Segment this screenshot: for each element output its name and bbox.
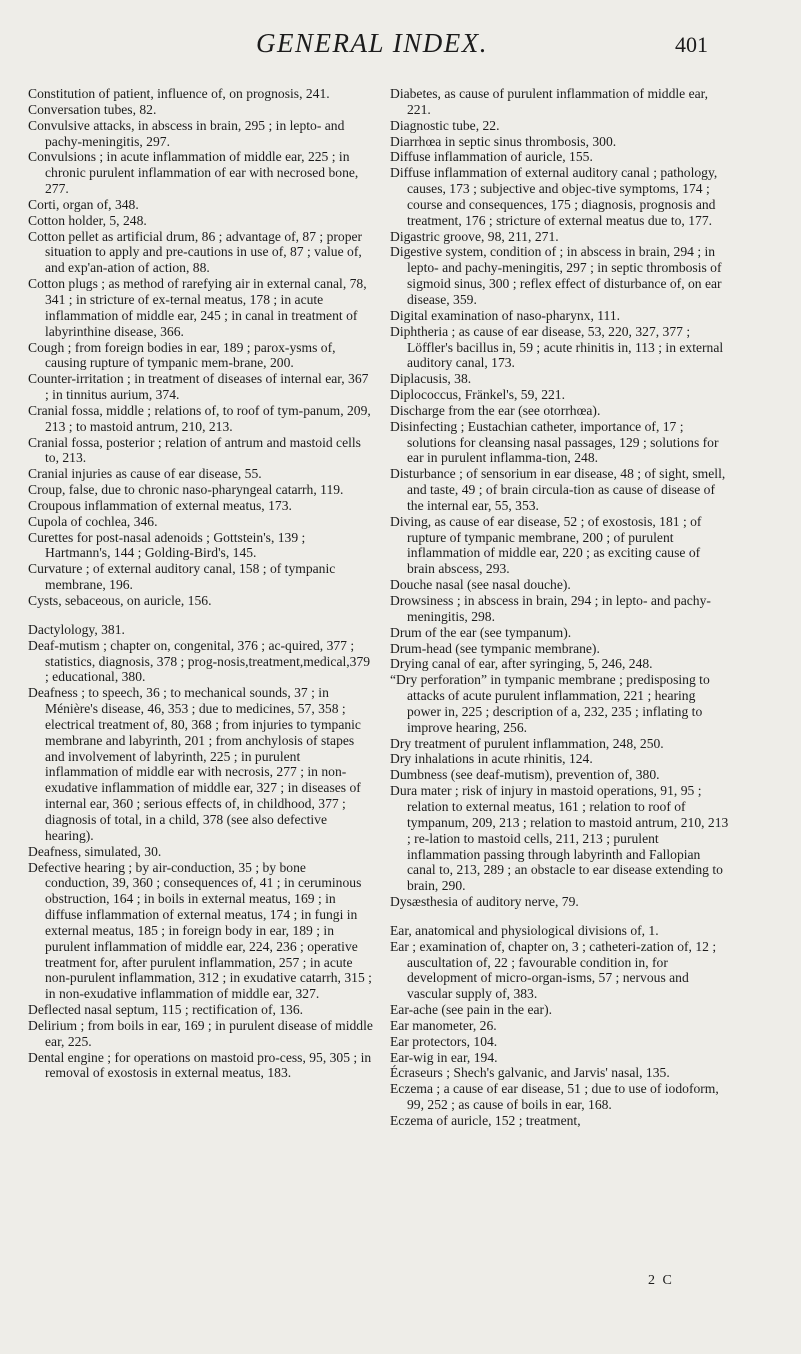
index-entry: Diplacusis, 38. — [390, 371, 472, 387]
index-entry: Diplococcus, Fränkel's, 59, 221. — [390, 387, 565, 403]
index-entry: Diffuse inflammation of auricle, 155. — [390, 149, 593, 165]
index-entry: Diarrhœa in septic sinus thrombosis, 300. — [390, 133, 617, 149]
index-entry: Cotton plugs ; as method of rarefying air in external canal, 78, 341 ; in stricture of ex-ternal meatus, 178 ; in acute inflammation of middle ear, 245 ; in canal in treatment of labyrinthine disease, 366. — [28, 276, 367, 339]
index-entry: Dental engine ; for operations on mastoid pro-cess, 95, 305 ; in removal of exostosis in external meatus, 183. — [28, 1049, 372, 1081]
index-entry: Dumbness (see deaf-mutism), prevention of, 380. — [390, 767, 660, 783]
index-entry: Deaf-mutism ; chapter on, congenital, 376 ; ac-quired, 377 ; statistics, diagnosis, 378 ; prog-nosis,treatment,medical,379 ; educational, 380. — [28, 637, 371, 685]
index-entry: Croup, false, due to chronic naso-pharyngeal catarrh, 119. — [28, 482, 344, 498]
index-entry: Diffuse inflammation of external auditory canal ; pathology, causes, 173 ; subjective and objec-tive symptoms, 174 ; course and consequences, 175 ; diagnosis, prognosis and treatment, 176 ; stricture of external meatus due to, 177. — [390, 165, 718, 228]
index-entry: Dry treatment of purulent inflammation, 248, 250. — [390, 735, 664, 751]
index-entry: Écraseurs ; Shech's galvanic, and Jarvis' nasal, 135. — [390, 1065, 670, 1081]
index-entry: Drowsiness ; in abscess in brain, 294 ; in lepto- and pachy-meningitis, 298. — [390, 593, 711, 624]
index-entry: Ear protectors, 104. — [390, 1033, 498, 1049]
index-entry: Ear-ache (see pain in the ear). — [390, 1002, 552, 1018]
index-entry: Corti, organ of, 348. — [28, 196, 139, 212]
index-entry: Ear, anatomical and physiological divisions of, 1. — [390, 922, 659, 938]
index-entry: Dura mater ; risk of injury in mastoid operations, 91, 95 ; relation to external meatus, 161 ; relation to roof of tympanum, 209, 213 ; relation to mastoid antrum, 210, 213 ; re-lation to mastoid cells, 211, 213 ; purulent inflammation passing through labyrinth and Fallopian canal to, 213, 289 ; an obstacle to ear disease extending to brain, 290. — [390, 783, 729, 894]
index-entry: Dactylology, 381. — [28, 621, 125, 637]
index-entry: Cotton holder, 5, 248. — [28, 212, 147, 228]
index-entry: Deafness ; to speech, 36 ; to mechanical sounds, 37 ; in Ménière's disease, 46, 353 ; due to medicines, 57, 358 ; electrical treatment of, 80, 368 ; from injuries to tympanic membrane and labyrinth, 201 ; from anchylosis of stapes and involvement of labyrinth, 225 ; in purulent inflammation of middle ear with necrosis, 277 ; in non-exudative inflammation of middle ear, 327 ; in diseases of internal ear, 360 ; serious effects of, in childhood, 377 ; diagnosis of total, in a child, 378 (see also defective hearing). — [28, 685, 361, 843]
index-entry: Douche nasal (see nasal douche). — [390, 577, 571, 593]
index-entry: Dysæsthesia of auditory nerve, 79. — [390, 894, 579, 910]
index-entry: Defective hearing ; by air-conduction, 35 ; by bone conduction, 39, 360 ; consequences of, 41 ; in ceruminous obstruction, 164 ; in boils in external meatus, 169 ; in diffuse inflammation of external meatus, 174 ; in fungi in external meatus, 185 ; in foreign body in ear, 189 ; in purulent inflammation of middle ear, 224, 236 ; operative treatment for, after purulent inflammation, 257 ; in acute non-purulent inflammation, 312 ; in exudative catarrh, 315 ; in non-exudative inflammation of middle ear, 327. — [28, 859, 372, 1002]
index-entry: Digastric groove, 98, 211, 271. — [390, 228, 559, 244]
index-entry: Cranial fossa, middle ; relations of, to roof of tym-panum, 209, 213 ; to mastoid antrum, 210, 213. — [28, 402, 371, 434]
index-entry: Discharge from the ear (see otorrhœa). — [390, 402, 601, 418]
index-entry: Cough ; from foreign bodies in ear, 189 ; parox-ysms of, causing rupture of tympanic mem-brane, 200. — [28, 339, 336, 371]
index-entry: Cotton pellet as artificial drum, 86 ; advantage of, 87 ; proper situation to apply and pre-cautions in use of, 87 ; value of, and exp'an-ation of action, 88. — [28, 228, 363, 276]
index-entry: Disinfecting ; Eustachian catheter, importance of, 17 ; solutions for cleansing nasal passages, 129 ; solutions for ear in purulent inflamma-tion, 248. — [390, 418, 719, 466]
section-gap — [28, 609, 373, 622]
index-column-right — [390, 86, 730, 1129]
page-number: 401 — [675, 32, 708, 57]
index-entry: Disturbance ; of sensorium in ear disease, 48 ; of sight, smell, and taste, 49 ; of brain circula-tion as cause of disease of the internal ear, 55, 353. — [390, 466, 726, 513]
index-entry: Eczema ; a cause of ear disease, 51 ; due to use of iodoform, 99, 252 ; as cause of boils in ear, 168. — [390, 1081, 719, 1113]
index-entry: Constitution of patient, influence of, on prognosis, 241. — [28, 86, 330, 101]
index-column-left — [28, 86, 373, 1081]
index-entry: Cranial fossa, posterior ; relation of antrum and mastoid cells to, 213. — [28, 434, 361, 466]
printer-signature: 2 C — [648, 1273, 674, 1288]
index-entry: Ear manometer, 26. — [390, 1017, 497, 1033]
index-entry: Counter-irritation ; in treatment of diseases of internal ear, 367 ; in tinnitus aurium, 374. — [28, 371, 369, 403]
index-entry: Digestive system, condition of ; in abscess in brain, 294 ; in lepto- and pachy-meningitis, 297 ; in septic thrombosis of sigmoid sinus, 300 ; reflex effect of disturbance of, on ear disease, 359. — [390, 244, 722, 307]
index-entry: “Dry perforation” in tympanic membrane ; predisposing to attacks of acute purulent inflammation, 221 ; hearing power in, 225 ; description of a, 232, 235 ; inflating to improve hearing, 256. — [390, 672, 710, 735]
index-entry: Conversation tubes, 82. — [28, 101, 157, 117]
index-entry: Curettes for post-nasal adenoids ; Gottstein's, 139 ; Hartmann's, 144 ; Golding-Bird's, 145. — [28, 529, 306, 561]
index-entry: Digital examination of naso-pharynx, 111. — [390, 307, 621, 323]
section-gap — [390, 910, 730, 923]
index-entry: Drying canal of ear, after syringing, 5, 246, 248. — [390, 656, 653, 672]
index-entry: Ear ; examination of, chapter on, 3 ; catheteri-zation of, 12 ; auscultation of, 22 ; favourable condition in, for development of micro-organ-isms, 57 ; nervous and vascular supply of, 383. — [390, 938, 717, 1002]
index-entry: Deafness, simulated, 30. — [28, 843, 162, 859]
index-entry: Diabetes, as cause of purulent inflammation of middle ear, 221. — [390, 86, 709, 117]
index-entry: Ear-wig in ear, 194. — [390, 1049, 498, 1065]
index-entry: Croupous inflammation of external meatus, 173. — [28, 497, 292, 513]
index-entry: Cysts, sebaceous, on auricle, 156. — [28, 593, 212, 608]
index-entry: Diagnostic tube, 22. — [390, 117, 500, 133]
index-entry: Drum of the ear (see tympanum). — [390, 624, 572, 640]
index-entry: Dry inhalations in acute rhinitis, 124. — [390, 751, 593, 767]
index-entry: Convulsive attacks, in abscess in brain, 295 ; in lepto- and pachy-meningitis, 297. — [28, 117, 345, 149]
index-entry: Diphtheria ; as cause of ear disease, 53, 220, 327, 377 ; Löffler's bacillus in, 59 ; acute rhinitis in, 113 ; in external auditory canal, 173. — [390, 323, 724, 371]
index-entry: Cupola of cochlea, 346. — [28, 513, 158, 529]
index-entry: Delirium ; from boils in ear, 169 ; in purulent disease of middle ear, 225. — [28, 1017, 373, 1049]
index-entry: Deflected nasal septum, 115 ; rectification of, 136. — [28, 1002, 304, 1018]
index-entry: Eczema of auricle, 152 ; treatment, — [390, 1113, 581, 1128]
index-entry: Drum-head (see tympanic membrane). — [390, 640, 600, 656]
index-entry: Diving, as cause of ear disease, 52 ; of exostosis, 181 ; of rupture of tympanic membrane, 200 ; of purulent inflammation of middle ear, 220 ; as exciting cause of brain abscess, 293. — [390, 513, 702, 577]
index-entry: Cranial injuries as cause of ear disease, 55. — [28, 466, 262, 482]
index-entry: Curvature ; of external auditory canal, 158 ; of tympanic membrane, 196. — [28, 561, 336, 593]
page-header — [0, 28, 801, 68]
running-head: GENERAL INDEX. — [256, 28, 488, 58]
index-entry: Convulsions ; in acute inflammation of middle ear, 225 ; in chronic purulent inflammation of ear with necrosed bone, 277. — [28, 149, 359, 197]
